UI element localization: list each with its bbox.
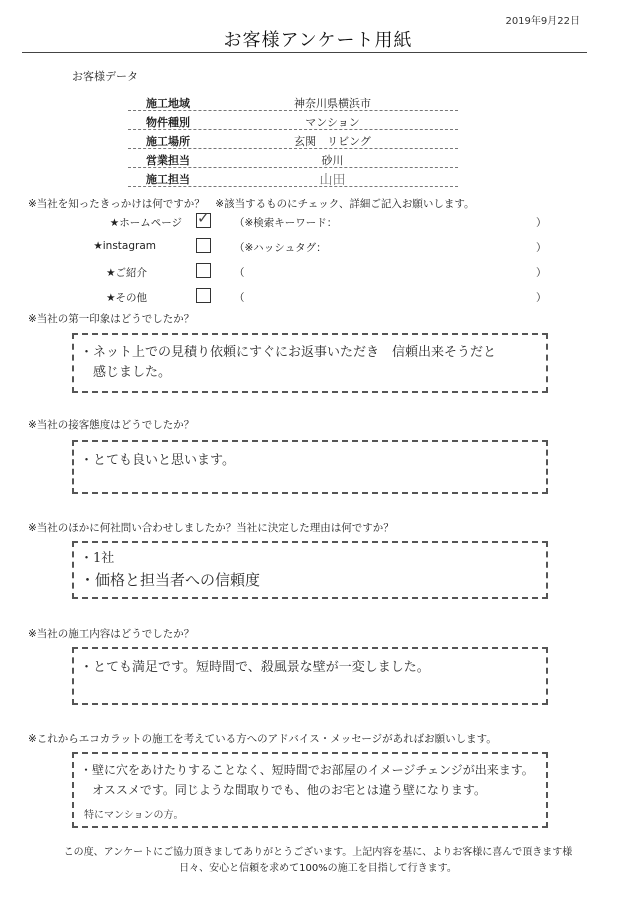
row-value-property-type: マンション xyxy=(305,116,360,129)
answer-other-companies-line2: ・価格と担当者への信頼度 xyxy=(80,571,261,589)
title-divider xyxy=(22,52,587,53)
row-value-installer: 山田 xyxy=(319,173,346,188)
answer-construction-quality-line1: ・とても満足です。短時間で、殺風景な壁が一変しました。 xyxy=(80,660,430,675)
row-label-location: 施工場所 xyxy=(146,135,190,148)
option-label-other: ★その他 xyxy=(106,292,147,304)
answer-box-other-companies[interactable] xyxy=(72,541,548,599)
checkbox-referral[interactable] xyxy=(196,263,211,278)
row-divider xyxy=(128,129,458,130)
check-mark-icon: ✓ xyxy=(197,209,210,227)
checkbox-homepage[interactable] xyxy=(196,209,211,228)
question-advice-message: ※これからエコカラットの施工を考えている方へのアドバイス・メッセージがあればお願いします。 xyxy=(28,733,497,745)
row-label-property-type: 物件種別 xyxy=(146,116,190,129)
survey-date: 2019年9月22日 xyxy=(505,16,580,27)
checkbox-other[interactable] xyxy=(196,288,211,303)
answer-advice-line2: オススメです。同じような間取りでも、他のお宅とは違う壁になります。 xyxy=(80,783,486,797)
row-value-location: 玄関 リビング xyxy=(294,135,371,148)
option-detail-other: （ xyxy=(234,292,245,304)
row-label-sales-rep: 営業担当 xyxy=(146,154,190,167)
row-divider xyxy=(128,186,458,187)
answer-box-advice-message[interactable] xyxy=(72,752,548,828)
option-detail-homepage: （※検索キーワード： xyxy=(234,217,338,229)
option-label-homepage: ★ホームページ xyxy=(109,217,182,229)
answer-box-construction-quality[interactable] xyxy=(72,647,548,705)
question-service-attitude: ※当社の接客態度はどうでしたか？ xyxy=(28,419,195,431)
option-label-referral: ★ご紹介 xyxy=(106,267,147,279)
customer-data-heading: お客様データ xyxy=(72,70,138,83)
question-first-impression: ※当社の第一印象はどうでしたか？ xyxy=(28,313,195,325)
question-construction-quality: ※当社の施工内容はどうでしたか？ xyxy=(28,628,195,640)
answer-service-attitude-line1: ・とても良いと思います。 xyxy=(80,453,235,468)
answer-first-impression-line1: ・ネット上での見積り依頼にすぐにお返事いただき 信頼出来そうだと xyxy=(80,345,497,360)
row-label-installer: 施工担当 xyxy=(146,173,190,186)
option-close-other: ） xyxy=(536,292,547,304)
footer-message-line1: この度、アンケートにご協力頂きましてありがとうございます。上記内容を基に、よりお客様に喜んで頂きます様 xyxy=(63,847,573,858)
option-detail-instagram: （※ハッシュタグ： xyxy=(234,242,327,254)
option-close-instagram: ） xyxy=(536,242,547,254)
option-detail-referral: （ xyxy=(234,267,245,279)
option-close-referral: ） xyxy=(536,267,547,279)
page-title: お客様アンケート用紙 xyxy=(223,30,413,51)
row-label-area: 施工地域 xyxy=(146,97,190,110)
row-divider xyxy=(128,167,458,168)
answer-box-first-impression[interactable] xyxy=(72,333,548,393)
option-close-homepage: ） xyxy=(536,217,547,229)
question-other-companies: ※当社のほかに何社問い合わせしましたか？当社に決定した理由は何ですか？ xyxy=(28,522,394,534)
footer-message-line2: 日々、安心と信頼を求めて100%の施工を目指して行きます。 xyxy=(179,863,457,874)
row-value-sales-rep: 砂川 xyxy=(321,154,344,167)
row-value-area: 神奈川県横浜市 xyxy=(294,97,371,110)
checkbox-instagram[interactable] xyxy=(196,238,211,253)
question-how-found: ※当社を知ったきっかけは何ですか？ ※該当するものにチェック、詳細ご記入お願いします。 xyxy=(28,198,475,210)
answer-advice-note: 特にマンションの方。 xyxy=(84,810,184,821)
option-label-instagram: ★instagram xyxy=(93,240,156,252)
row-divider xyxy=(128,148,458,149)
answer-first-impression-line2: 感じました。 xyxy=(80,365,172,380)
answer-other-companies-line1: ・1社 xyxy=(80,551,115,566)
answer-advice-line1: ・壁に穴をあけたりすることなく、短時間でお部屋のイメージチェンジが出来ます。 xyxy=(80,763,534,777)
answer-box-service-attitude[interactable] xyxy=(72,440,548,494)
row-divider xyxy=(128,110,458,111)
